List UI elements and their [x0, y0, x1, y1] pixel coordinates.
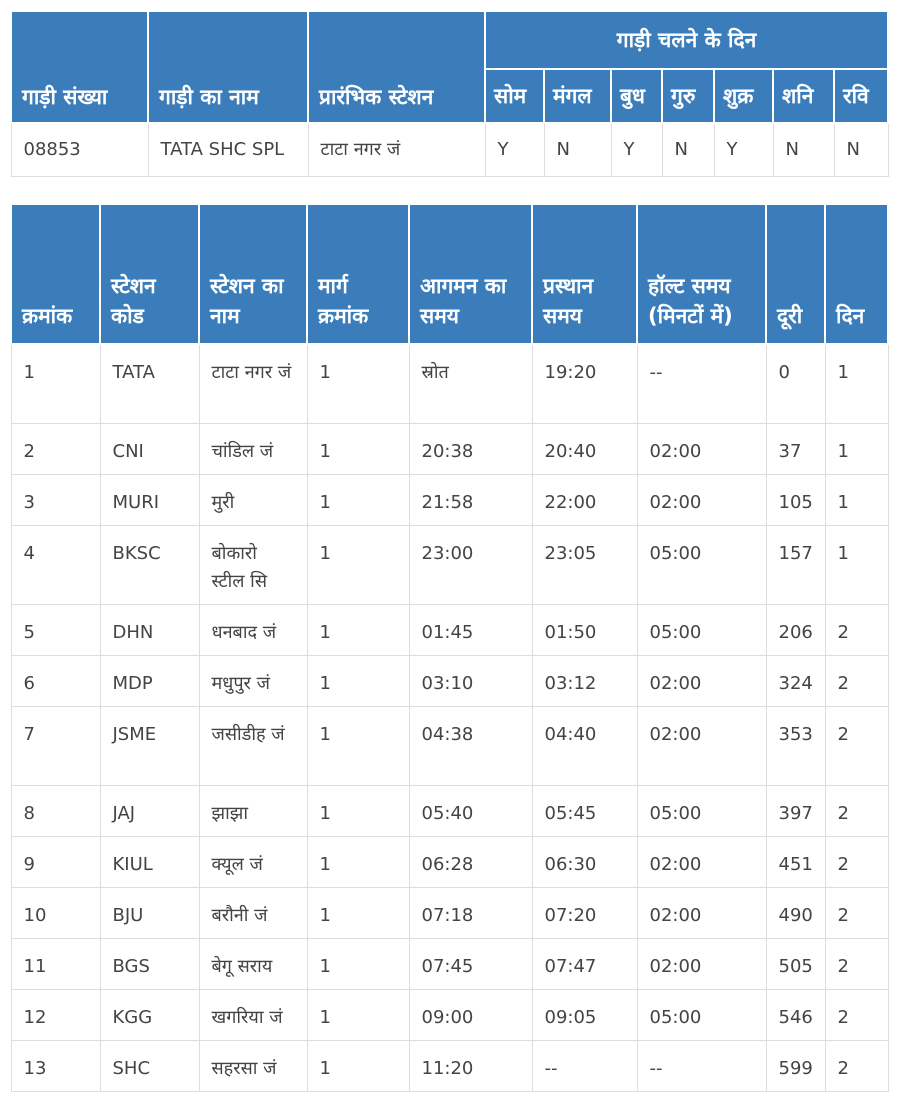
cell-day: 1	[825, 344, 888, 424]
cell-departure: 07:47	[532, 939, 637, 990]
cell-departure: 05:45	[532, 786, 637, 837]
cell-day: 2	[825, 605, 888, 656]
cell-code: KGG	[100, 990, 199, 1041]
cell-code: KIUL	[100, 837, 199, 888]
cell-arrival: 03:10	[409, 656, 532, 707]
schedule-table	[10, 203, 889, 1092]
cell-station: टाटा नगर जं	[199, 344, 307, 424]
cell-distance: 206	[766, 605, 825, 656]
table-row	[11, 424, 888, 475]
cell-halt: --	[637, 344, 766, 424]
cell-arrival: 04:38	[409, 707, 532, 786]
header-departure: प्रस्थान समय	[532, 204, 637, 344]
cell-halt: 02:00	[637, 939, 766, 990]
table-row	[11, 888, 888, 939]
cell-code: SHC	[100, 1041, 199, 1092]
cell-arrival: 11:20	[409, 1041, 532, 1092]
cell-station: जसीडीह जं	[199, 707, 307, 786]
header-day-sun: रवि	[834, 69, 888, 123]
header-arrival: आगमन का समय	[409, 204, 532, 344]
cell-station: बेगू सराय	[199, 939, 307, 990]
cell-station: मुरी	[199, 475, 307, 526]
cell-code: DHN	[100, 605, 199, 656]
cell-departure: 06:30	[532, 837, 637, 888]
cell-sno: 9	[11, 837, 100, 888]
header-station-code: स्टेशन कोड	[100, 204, 199, 344]
cell-halt: 02:00	[637, 707, 766, 786]
cell-station: मधुपुर जं	[199, 656, 307, 707]
header-day: दिन	[825, 204, 888, 344]
cell-arrival: स्रोत	[409, 344, 532, 424]
cell-sno: 13	[11, 1041, 100, 1092]
cell-departure: 04:40	[532, 707, 637, 786]
cell-code: BJU	[100, 888, 199, 939]
cell-code: MDP	[100, 656, 199, 707]
cell-sno: 11	[11, 939, 100, 990]
table-row	[11, 786, 888, 837]
cell-route: 1	[307, 1041, 409, 1092]
cell-day: 2	[825, 786, 888, 837]
cell-distance: 37	[766, 424, 825, 475]
cell-sno: 4	[11, 526, 100, 605]
header-day-mon: सोम	[485, 69, 544, 123]
table-row	[11, 1041, 888, 1092]
cell-departure: 07:20	[532, 888, 637, 939]
header-day-sat: शनि	[773, 69, 834, 123]
header-day-thu: गुरु	[662, 69, 714, 123]
cell-code: MURI	[100, 475, 199, 526]
table-row	[11, 939, 888, 990]
cell-sno: 6	[11, 656, 100, 707]
cell-route: 1	[307, 939, 409, 990]
cell-arrival: 21:58	[409, 475, 532, 526]
header-halt: हॉल्ट समय (मिनटों में)	[637, 204, 766, 344]
header-route-no: मार्ग क्रमांक	[307, 204, 409, 344]
cell-halt: 02:00	[637, 888, 766, 939]
cell-sno: 12	[11, 990, 100, 1041]
cell-sno: 1	[11, 344, 100, 424]
cell-halt: 05:00	[637, 786, 766, 837]
runs-thu: N	[662, 123, 714, 177]
cell-code: JAJ	[100, 786, 199, 837]
cell-day: 2	[825, 1041, 888, 1092]
cell-distance: 505	[766, 939, 825, 990]
train-info-table	[10, 10, 889, 177]
cell-departure: 03:12	[532, 656, 637, 707]
cell-sno: 8	[11, 786, 100, 837]
cell-sno: 5	[11, 605, 100, 656]
header-train-number: गाड़ी संख्या	[11, 11, 148, 123]
cell-departure: 09:05	[532, 990, 637, 1041]
table-row	[11, 344, 888, 424]
cell-distance: 599	[766, 1041, 825, 1092]
runs-wed: Y	[611, 123, 662, 177]
cell-station: क्यूल जं	[199, 837, 307, 888]
cell-halt: 02:00	[637, 656, 766, 707]
cell-station: सहरसा जं	[199, 1041, 307, 1092]
cell-station: धनबाद जं	[199, 605, 307, 656]
cell-route: 1	[307, 786, 409, 837]
table-row	[11, 526, 888, 605]
table-row	[11, 990, 888, 1041]
header-day-tue: मंगल	[544, 69, 611, 123]
cell-station: खगरिया जं	[199, 990, 307, 1041]
cell-sno: 3	[11, 475, 100, 526]
header-sno: क्रमांक	[11, 204, 100, 344]
cell-route: 1	[307, 656, 409, 707]
header-start-station: प्रारंभिक स्टेशन	[308, 11, 485, 123]
cell-distance: 324	[766, 656, 825, 707]
cell-route: 1	[307, 344, 409, 424]
cell-sno: 10	[11, 888, 100, 939]
cell-halt: 05:00	[637, 990, 766, 1041]
cell-route: 1	[307, 888, 409, 939]
cell-distance: 397	[766, 786, 825, 837]
cell-arrival: 07:18	[409, 888, 532, 939]
cell-halt: 02:00	[637, 475, 766, 526]
cell-halt: 05:00	[637, 526, 766, 605]
cell-code: BKSC	[100, 526, 199, 605]
cell-day: 1	[825, 475, 888, 526]
cell-route: 1	[307, 605, 409, 656]
cell-distance: 157	[766, 526, 825, 605]
cell-halt: 02:00	[637, 424, 766, 475]
table-row	[11, 605, 888, 656]
train-name: TATA SHC SPL	[148, 123, 308, 177]
cell-arrival: 23:00	[409, 526, 532, 605]
start-station: टाटा नगर जं	[308, 123, 485, 177]
cell-code: TATA	[100, 344, 199, 424]
header-distance: दूरी	[766, 204, 825, 344]
table-row	[11, 837, 888, 888]
header-station-name: स्टेशन का नाम	[199, 204, 307, 344]
train-info-row	[11, 123, 888, 177]
cell-halt: 05:00	[637, 605, 766, 656]
cell-route: 1	[307, 475, 409, 526]
cell-station: झाझा	[199, 786, 307, 837]
cell-halt: 02:00	[637, 837, 766, 888]
cell-departure: 23:05	[532, 526, 637, 605]
cell-day: 2	[825, 990, 888, 1041]
runs-sun: N	[834, 123, 888, 177]
cell-distance: 451	[766, 837, 825, 888]
cell-arrival: 07:45	[409, 939, 532, 990]
header-running-days: गाड़ी चलने के दिन	[485, 11, 888, 69]
cell-arrival: 20:38	[409, 424, 532, 475]
cell-arrival: 05:40	[409, 786, 532, 837]
cell-arrival: 09:00	[409, 990, 532, 1041]
runs-tue: N	[544, 123, 611, 177]
cell-day: 1	[825, 526, 888, 605]
runs-mon: Y	[485, 123, 544, 177]
cell-distance: 105	[766, 475, 825, 526]
train-number: 08853	[11, 123, 148, 177]
cell-distance: 353	[766, 707, 825, 786]
cell-halt: --	[637, 1041, 766, 1092]
runs-sat: N	[773, 123, 834, 177]
cell-code: CNI	[100, 424, 199, 475]
table-row	[11, 656, 888, 707]
cell-route: 1	[307, 526, 409, 605]
cell-day: 2	[825, 656, 888, 707]
cell-station: चांडिल जं	[199, 424, 307, 475]
cell-route: 1	[307, 990, 409, 1041]
cell-route: 1	[307, 424, 409, 475]
cell-departure: 20:40	[532, 424, 637, 475]
cell-day: 2	[825, 837, 888, 888]
cell-day: 2	[825, 707, 888, 786]
cell-route: 1	[307, 707, 409, 786]
cell-station: बरौनी जं	[199, 888, 307, 939]
cell-departure: 22:00	[532, 475, 637, 526]
table-row	[11, 707, 888, 786]
cell-station: बोकारो स्टील सि	[199, 526, 307, 605]
header-day-wed: बुध	[611, 69, 662, 123]
cell-departure: 19:20	[532, 344, 637, 424]
cell-code: JSME	[100, 707, 199, 786]
cell-departure: 01:50	[532, 605, 637, 656]
cell-arrival: 06:28	[409, 837, 532, 888]
cell-distance: 0	[766, 344, 825, 424]
cell-distance: 490	[766, 888, 825, 939]
cell-code: BGS	[100, 939, 199, 990]
cell-sno: 7	[11, 707, 100, 786]
table-row	[11, 475, 888, 526]
cell-sno: 2	[11, 424, 100, 475]
header-day-fri: शुक्र	[714, 69, 773, 123]
cell-arrival: 01:45	[409, 605, 532, 656]
runs-fri: Y	[714, 123, 773, 177]
cell-route: 1	[307, 837, 409, 888]
cell-day: 2	[825, 888, 888, 939]
cell-day: 1	[825, 424, 888, 475]
header-train-name: गाड़ी का नाम	[148, 11, 308, 123]
cell-day: 2	[825, 939, 888, 990]
cell-departure: --	[532, 1041, 637, 1092]
cell-distance: 546	[766, 990, 825, 1041]
